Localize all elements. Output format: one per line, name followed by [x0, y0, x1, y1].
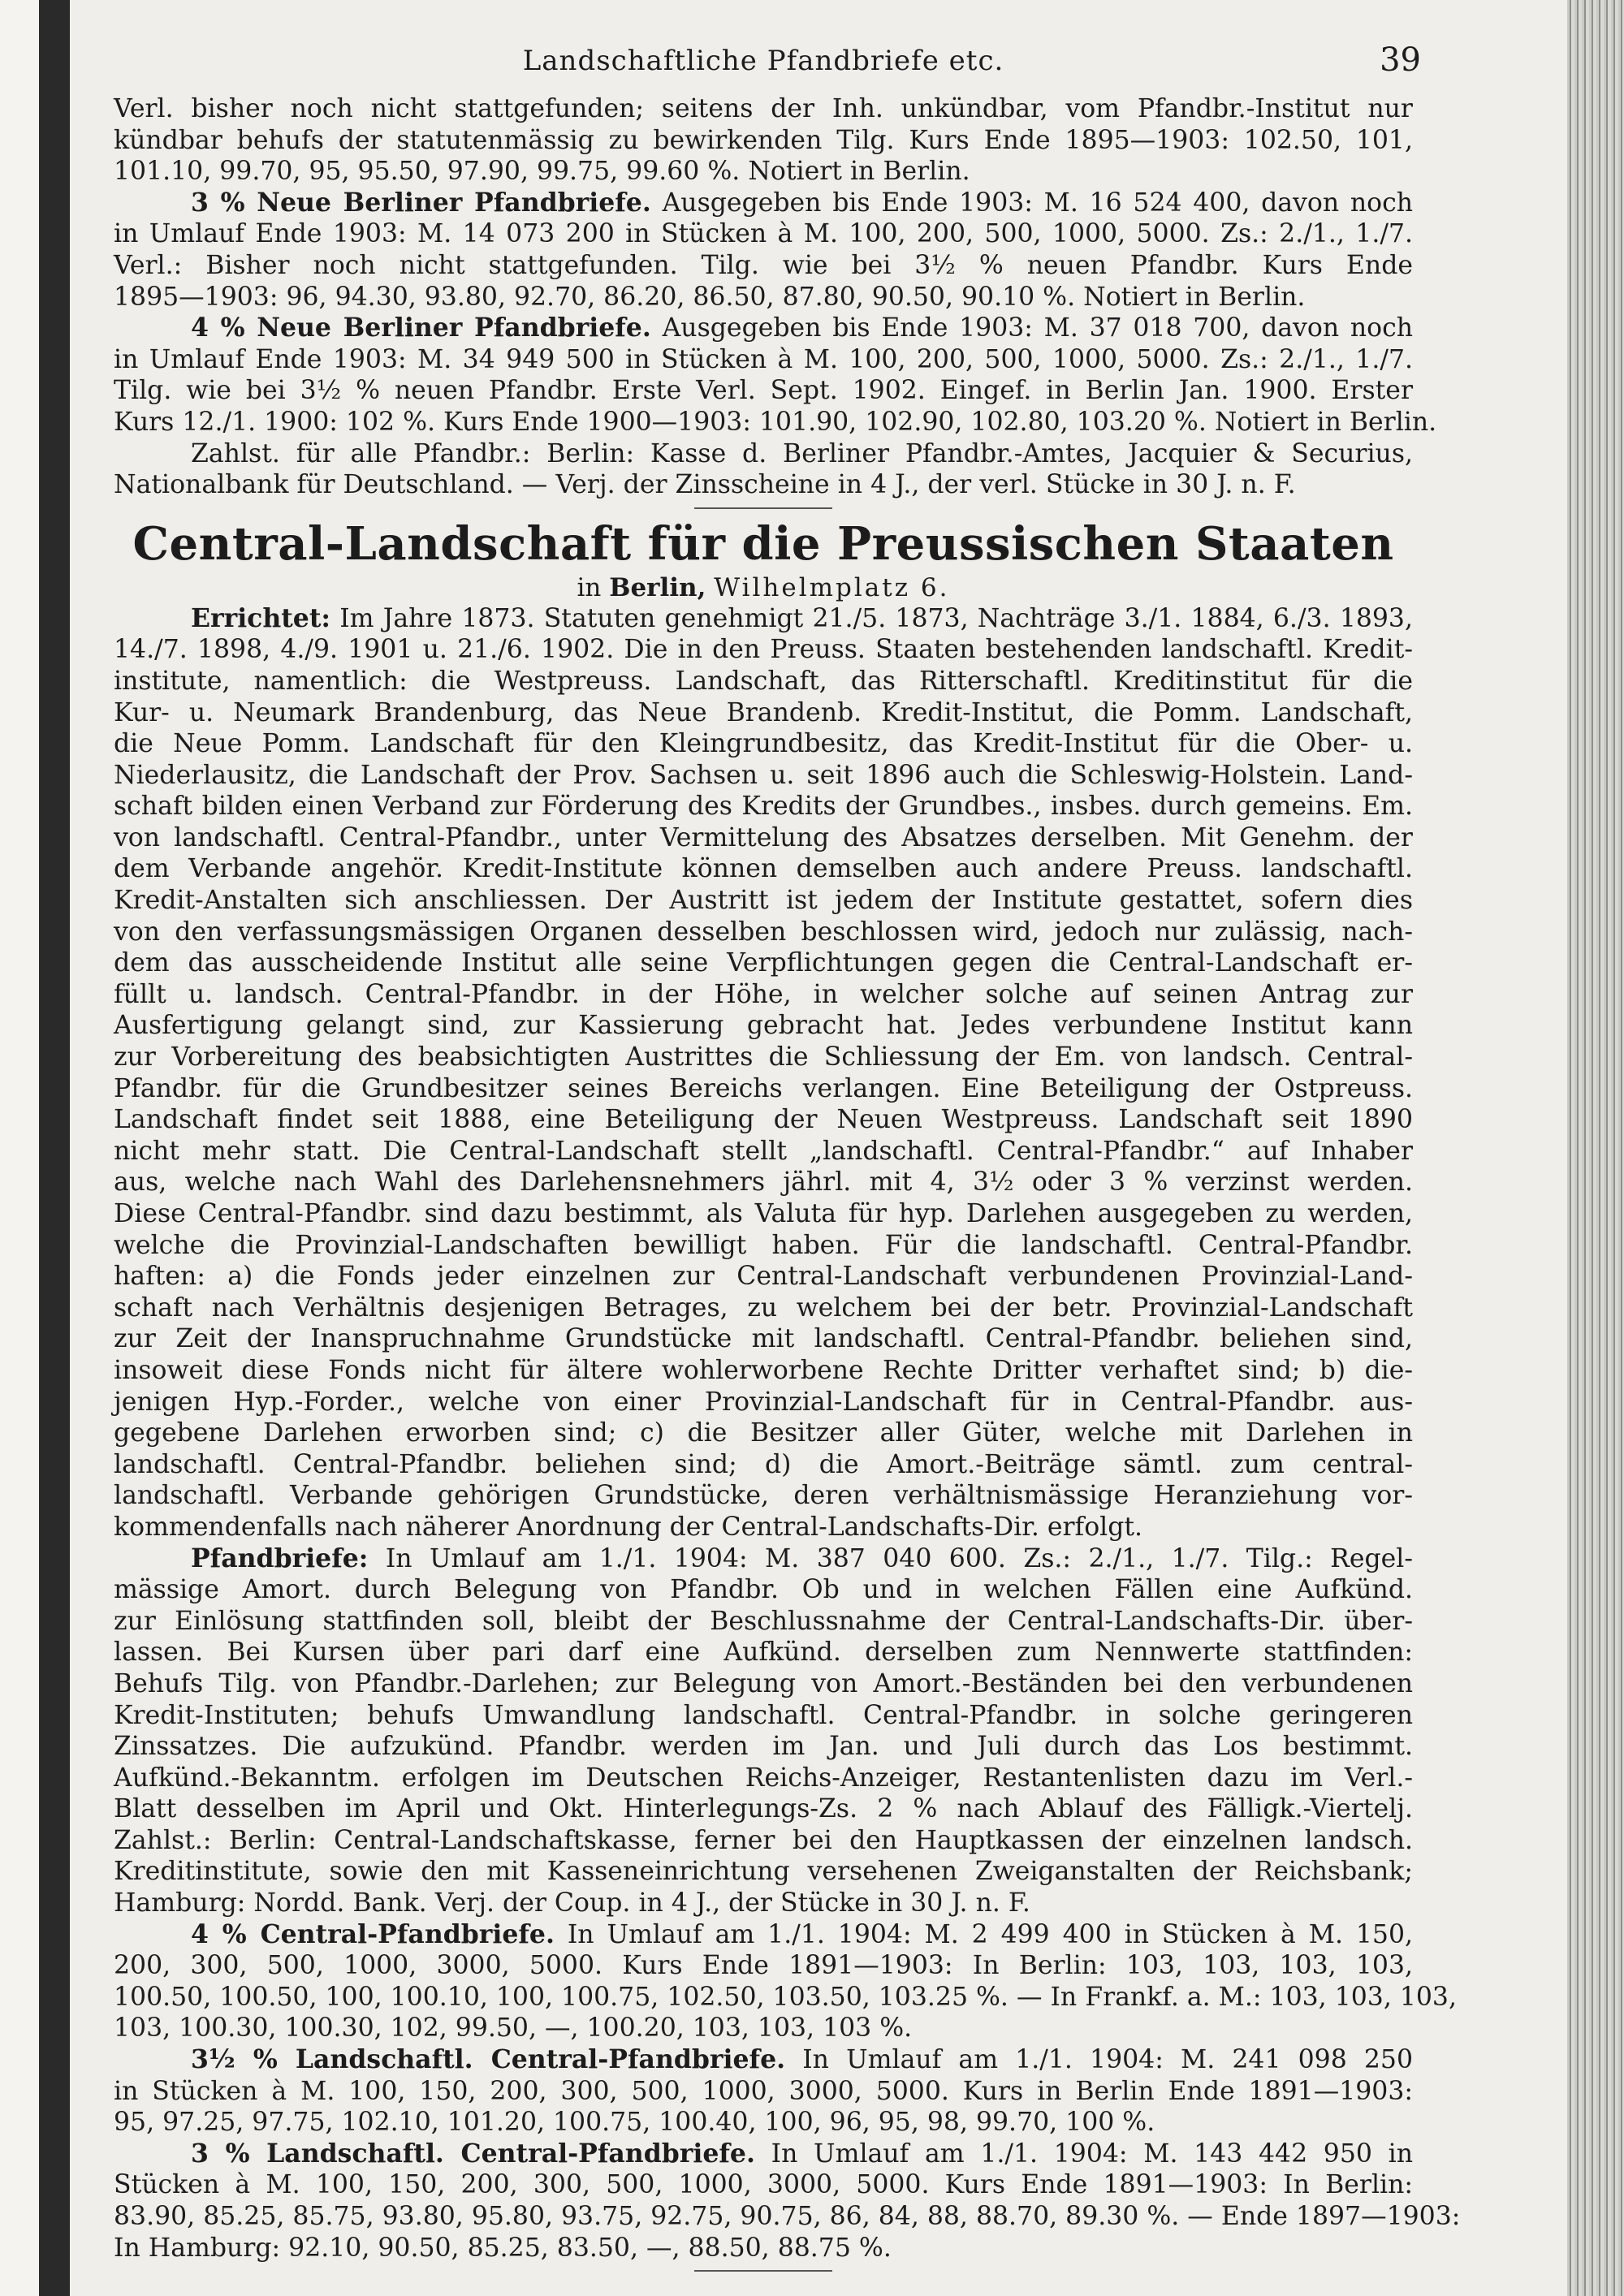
text-line: institute, namentlich: die Westpreuss. Landschaft, das Ritterschaftl. Kreditinstitut für die: [114, 666, 1413, 696]
text-line: 83.90, 85.25, 85.75, 93.80, 95.80, 93.75, 92.75, 90.75, 86, 84, 88, 88.70, 89.30 %. — Ende 1897—1903:: [114, 2202, 1461, 2231]
text-line: 95, 97.25, 97.75, 102.10, 101.20, 100.75, 100.40, 100, 96, 95, 98, 99.70, 100 %.: [114, 2108, 1155, 2138]
text-line: schaft bilden einen Verband zur Förderung des Kredits der Grundbes., insbes. durch gemeins. Em.: [114, 792, 1413, 822]
text-line: haften: a) die Fonds jeder einzelnen zur Central-Landschaft verbundenen Provinzial-Land-: [114, 1262, 1413, 1292]
text-line: [114, 2044, 1413, 2076]
text-line: aus, welche nach Wahl des Darlehensnehmers jährl. mit 4, 3½ oder 3 % verzinst werden.: [114, 1167, 1413, 1198]
text-line: Zahlst.: Berlin: Central-Landschaftskasse, ferner bei den Hauptkassen der einzelnen landsch.: [114, 1825, 1413, 1855]
section-label: Errichtet:: [191, 602, 331, 633]
book-edge-right: [1567, 0, 1624, 2296]
text-line: nicht mehr statt. Die Central-Landschaft stellt „landschaftl. Central-Pfandbr.“ auf Inhaber: [114, 1136, 1413, 1166]
text-line: [114, 1543, 1413, 1575]
zahlstellen-paragraph: [114, 438, 1413, 501]
text-line: jenigen Hyp.-Forder., welche von einer Provinzial-Landschaft für in Central-Pfandbr. aus-: [114, 1387, 1413, 1417]
subheading-address: Wilhelmplatz 6.: [714, 572, 950, 602]
text-span: Ausgegeben bis Ende 1903: M. 16 524 400, davon noch: [662, 188, 1414, 218]
errichtet-paragraph: [114, 603, 1413, 1543]
section-divider: [694, 507, 832, 509]
text-line: 200, 300, 500, 1000, 3000, 5000. Kurs Ende 1891—1903: In Berlin: 103, 103, 103, 103,: [114, 1951, 1413, 1981]
text-span: In Umlauf am 1./1. 1904: M. 143 442 950 in: [771, 2138, 1413, 2169]
text-line: füllt u. landsch. Central-Pfandbr. in der Höhe, in welcher solche auf seinen Antrag zur: [114, 979, 1413, 1009]
book-binding-shadow: [39, 0, 70, 2296]
text-line: kündbar behufs der statutenmässig zu bewirkenden Tilg. Kurs Ende 1895—1903: 102.50, 101,: [114, 125, 1413, 155]
text-line: Verl.: Bisher noch nicht stattgefunden. Tilg. wie bei 3½ % neuen Pfandbr. Kurs Ende: [114, 250, 1413, 280]
intro-paragraph: [114, 93, 1413, 188]
text-span: In Umlauf am 1./1. 1904: M. 241 098 250: [802, 2045, 1413, 2075]
document-page: [114, 37, 1461, 2278]
text-span: Im Jahre 1873. Statuten genehmigt 21./5. 1873, Nachträge 3./1. 1884, 6./3. 1893,: [339, 603, 1413, 633]
text-line: Hamburg: Nordd. Bank. Verj. der Coup. in 4 J., der Stücke in 30 J. n. F.: [114, 1888, 1030, 1918]
text-line: Niederlausitz, die Landschaft der Prov. Sachsen u. seit 1896 auch die Schleswig-Holstein. Land-: [114, 760, 1413, 790]
text-line: in Stücken à M. 100, 150, 200, 300, 500, 1000, 3000, 5000. Kurs in Berlin Ende 1891—1903:: [114, 2076, 1413, 2106]
section-label: 3 % Neue Berliner Pfandbriefe.: [191, 187, 651, 218]
text-line: landschaftl. Verbande gehörigen Grundstücke, deren verhältnismässige Heranziehung vor-: [114, 1481, 1413, 1511]
text-line: [114, 603, 1413, 635]
subheading-in: in: [577, 572, 602, 602]
text-line: 101.10, 99.70, 95, 95.50, 97.90, 99.75, 99.60 %. Notiert in Berlin.: [114, 157, 970, 187]
text-line: [114, 313, 1413, 344]
text-line: von den verfassungsmässigen Organen desselben beschlossen wird, jedoch nur zulässig, nach-: [114, 917, 1413, 947]
section-label: 3 % Landschaftl. Central-Pfandbriefe.: [191, 2138, 755, 2169]
text-span: In Umlauf am 1./1. 1904: M. 2 499 400 in Stücken à M. 150,: [567, 1919, 1413, 1949]
text-line: schaft nach Verhältnis desjenigen Betrages, zu welchem bei der betr. Provinzial-Landschaft: [114, 1293, 1413, 1323]
subheading-city: Berlin,: [609, 572, 706, 602]
neue-berliner-4-section: [114, 313, 1437, 438]
neue-berliner-3-section: [114, 188, 1413, 313]
text-line: [114, 188, 1413, 219]
text-line: dem das ausscheidende Institut alle seine Verpflichtungen gegen die Central-Landschaft er-: [114, 948, 1413, 978]
text-line: Kurs 12./1. 1900: 102 %. Kurs Ende 1900—1903: 101.90, 102.90, 102.80, 103.20 %. Notiert in Berlin.: [114, 407, 1437, 437]
text-line: 100.50, 100.50, 100, 100.10, 100, 100.75, 102.50, 103.50, 103.25 %. — In Frankf. a. M.: 103, 103, 103,: [114, 1982, 1457, 2012]
text-line: Blatt desselben im April und Okt. Hinterlegungs-Zs. 2 % nach Ablauf des Fälligk.-Viertelj.: [114, 1794, 1413, 1824]
section-subheading: [114, 572, 1413, 603]
text-line: in Umlauf Ende 1903: M. 14 073 200 in Stücken à M. 100, 200, 500, 1000, 5000. Zs.: 2./1., 1./7.: [114, 219, 1413, 249]
text-span: In Umlauf am 1./1. 1904: M. 387 040 600. Zs.: 2./1., 1./7. Tilg.: Regel-: [385, 1543, 1413, 1573]
text-line: zur Zeit der Inanspruchnahme Grundstücke mit landschaftl. Central-Pfandbr. beliehen sind,: [114, 1324, 1413, 1354]
text-line: in Umlauf Ende 1903: M. 34 949 500 in Stücken à M. 100, 200, 500, 1000, 5000. Zs.: 2./1., 1./7.: [114, 344, 1413, 374]
page-number: 39: [1380, 41, 1421, 79]
central-3-5-section: [114, 2044, 1413, 2138]
page-margin-left: [0, 0, 42, 2296]
text-line: Aufkünd.-Bekanntm. erfolgen im Deutschen Reichs-Anzeiger, Restantenlisten dazu im Verl.-: [114, 1763, 1413, 1793]
central-4-section: [114, 1918, 1457, 2044]
text-line: Kredit-Instituten; behufs Umwandlung landschaftl. Central-Pfandbr. in solche geringeren: [114, 1700, 1413, 1730]
text-line: Stücken à M. 100, 150, 200, 300, 500, 1000, 3000, 5000. Kurs Ende 1891—1903: In Berlin:: [114, 2170, 1413, 2200]
central-3-section: [114, 2138, 1461, 2264]
text-line: lassen. Bei Kursen über pari darf eine Aufkünd. derselben zum Nennwerte stattfinden:: [114, 1638, 1413, 1668]
text-line: 14./7. 1898, 4./9. 1901 u. 21./6. 1902. Die in den Preuss. Staaten bestehenden landschaftl. Kredit-: [114, 635, 1413, 665]
text-line: von landschaftl. Central-Pfandbr., unter Vermittelung des Absatzes derselben. Mit Genehm. der: [114, 822, 1413, 852]
text-line: mässige Amort. durch Belegung von Pfandbr. Ob und in welchen Fällen eine Aufkünd.: [114, 1575, 1413, 1605]
section-label: Pfandbriefe:: [191, 1543, 369, 1573]
text-line: Zahlst. für alle Pfandbr.: Berlin: Kasse d. Berliner Pfandbr.-Amtes, Jacquier & Securius,: [191, 438, 1413, 468]
text-line: Landschaft findet seit 1888, eine Beteiligung der Neuen Westpreuss. Landschaft seit 1890: [114, 1105, 1413, 1135]
text-line: Nationalbank für Deutschland. — Verj. der Zinsscheine in 4 J., der verl. Stücke in 30 J. n. F.: [114, 470, 1296, 500]
text-line: dem Verbande angehör. Kredit-Institute können demselben auch andere Preuss. landschaftl.: [114, 854, 1413, 884]
text-line: Pfandbr. für die Grundbesitzer seines Bereichs verlangen. Eine Beteiligung der Ostpreuss.: [114, 1073, 1413, 1103]
running-title: Landschaftliche Pfandbriefe etc.: [522, 45, 1004, 77]
text-line: gegebene Darlehen erworben sind; c) die Besitzer aller Güter, welche mit Darlehen in: [114, 1418, 1413, 1448]
text-line: Kredit-Anstalten sich anschliessen. Der Austritt ist jedem der Institute gestattet, sofern dies: [114, 886, 1413, 916]
text-line: Behufs Tilg. von Pfandbr.-Darlehen; zur Belegung von Amort.-Beständen bei den verbundenen: [114, 1668, 1413, 1698]
text-line: Kur- u. Neumark Brandenburg, das Neue Brandenb. Kredit-Institut, die Pomm. Landschaft,: [114, 697, 1413, 727]
section-divider: [694, 2270, 832, 2272]
text-line: zur Einlösung stattfinden soll, bleibt der Beschlussnahme der Central-Landschafts-Dir. über-: [114, 1606, 1413, 1636]
section-label: 4 % Neue Berliner Pfandbriefe.: [191, 313, 651, 343]
text-line: insoweit diese Fonds nicht für ältere wohlerworbene Rechte Dritter verhaftet sind; b) die-: [114, 1355, 1413, 1385]
text-line: [114, 2138, 1413, 2170]
text-line: Verl. bisher noch nicht stattgefunden; seitens der Inh. unkündbar, vom Pfandbr.-Institut nur: [114, 94, 1413, 123]
text-line: Tilg. wie bei 3½ % neuen Pfandbr. Erste Verl. Sept. 1902. Eingef. in Berlin Jan. 1900. Erster: [114, 376, 1413, 406]
text-line: [114, 1919, 1413, 1951]
section-label: 3½ % Landschaftl. Central-Pfandbriefe.: [191, 2044, 786, 2075]
pfandbriefe-paragraph: [114, 1543, 1413, 1919]
text-line: 103, 100.30, 100.30, 102, 99.50, —, 100.20, 103, 103, 103 %.: [114, 2013, 913, 2044]
section-label: 4 % Central-Pfandbriefe.: [191, 1918, 555, 1949]
text-line: In Hamburg: 92.10, 90.50, 85.25, 83.50, —, 88.50, 88.75 %.: [114, 2233, 892, 2263]
text-span: Ausgegeben bis Ende 1903: M. 37 018 700, davon noch: [662, 313, 1414, 343]
text-line: welche die Provinzial-Landschaften bewilligt haben. Für die landschaftl. Central-Pfandbr.: [114, 1230, 1413, 1260]
text-line: kommendenfalls nach näherer Anordnung der Central-Landschafts-Dir. erfolgt.: [114, 1512, 1143, 1542]
running-header: [114, 37, 1421, 93]
text-line: Kreditinstitute, sowie den mit Kasseneinrichtung versehenen Zweiganstalten der Reichsbank;: [114, 1857, 1413, 1887]
text-line: Zinssatzes. Die aufzukünd. Pfandbr. werden im Jan. und Juli durch das Los bestimmt.: [114, 1732, 1413, 1762]
text-line: zur Vorbereitung des beabsichtigten Austrittes die Schliessung der Em. von landsch. Central-: [114, 1042, 1413, 1072]
section-heading: Central-Landschaft für die Preussischen Staaten: [132, 516, 1394, 571]
text-line: Diese Central-Pfandbr. sind dazu bestimmt, als Valuta für hyp. Darlehen ausgegeben zu werden,: [114, 1199, 1413, 1228]
text-line: 1895—1903: 96, 94.30, 93.80, 92.70, 86.20, 86.50, 87.80, 90.50, 90.10 %. Notiert in Berlin.: [114, 282, 1306, 312]
text-line: landschaftl. Central-Pfandbr. beliehen sind; d) die Amort.-Beiträge sämtl. zum central-: [114, 1449, 1413, 1479]
text-line: die Neue Pomm. Landschaft für den Kleingrundbesitz, das Kredit-Institut für die Ober- u.: [114, 729, 1413, 759]
text-line: Ausfertigung gelangt sind, zur Kassierung gebracht hat. Jedes verbundene Institut kann: [114, 1011, 1413, 1041]
